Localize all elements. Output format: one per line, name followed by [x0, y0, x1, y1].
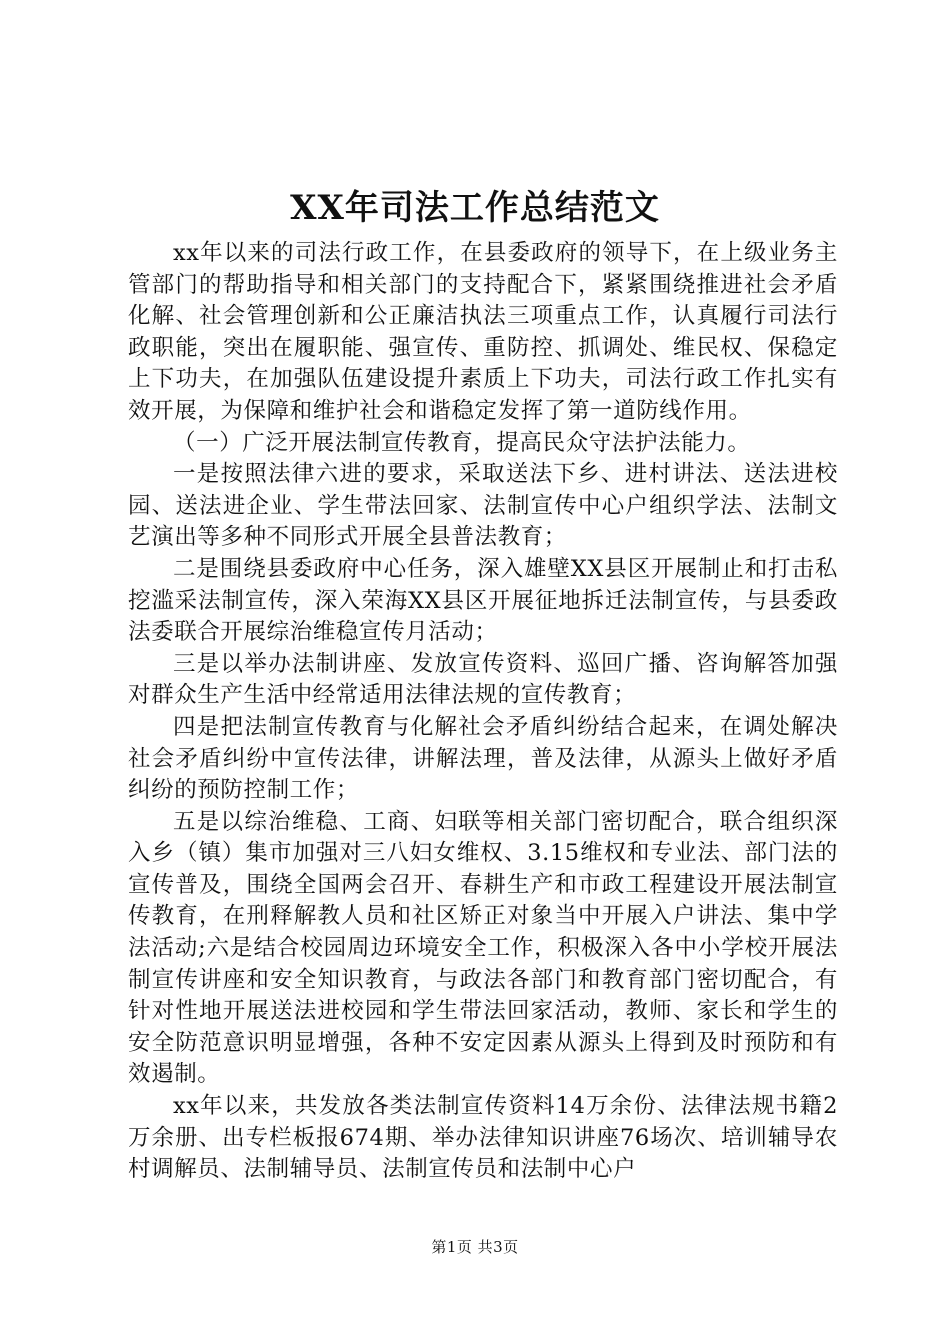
paragraph-section-heading: （一）广泛开展法制宣传教育，提高民众守法护法能力。	[173, 429, 751, 456]
paragraph-intro: xx年以来的司法行政工作，在县委政府的领导下，在上级业务主管部门的帮助指导和相关部门的支持配合下，紧紧围绕推进社会矛盾化解、社会管理创新和公正廉洁执法三项重点工作，认真履行司法行政职能，突出在履职能、强宣传、重防控、抓调处、维民权、保稳定上下功夫，在加强队伍建设提升素质上下功夫，司法行政工作扎实有效开展，为保障和维护社会和谐稳定发挥了第一道防线作用。	[128, 240, 838, 424]
document-title: XX年司法工作总结范文	[290, 188, 660, 228]
paragraph-item-5: 五是以综治维稳、工商、妇联等相关部门密切配合，联合组织深入乡（镇）集市加强对三八妇女维权、3.15维权和专业法、部门法的宣传普及，围绕全国两会召开、春耕生产和市政工程建设开展法制宣传教育，在刑释解教人员和社区矫正对象当中开展入户讲法、集中学法活动;六是结合校园周边环境安全工作，积极深入各中小学校开展法制宣传讲座和安全知识教育，与政法各部门和教育部门密切配合，有针对性地开展送法进校园和学生带法回家活动，教师、家长和学生的安全防范意识明显增强，各种不安定因素从源头上得到及时预防和有效遏制。	[128, 808, 838, 1088]
document-body	[128, 238, 838, 1186]
paragraph-item-1: 一是按照法律六进的要求，采取送法下乡、进村讲法、送法进校园、送法进企业、学生带法回家、法制宣传中心户组织学法、法制文艺演出等多种不同形式开展全县普法教育；	[128, 461, 838, 551]
paragraph-item-4: 四是把法制宣传教育与化解社会矛盾纠纷结合起来，在调处解决社会矛盾纠纷中宣传法律，讲解法理，普及法律，从源头上做好矛盾纠纷的预防控制工作；	[128, 713, 838, 804]
paragraph-item-2: 二是围绕县委政府中心任务，深入雄壁XX县区开展制止和打击私挖滥采法制宣传，深入荣海XX县区开展征地拆迁法制宣传，与县委政法委联合开展综治维稳宣传月活动；	[128, 555, 838, 646]
paragraph-summary: xx年以来，共发放各类法制宣传资料14万余份、法律法规书籍2万余册、出专栏板报674期、举办法律知识讲座76场次、培训辅导农村调解员、法制辅导员、法制宣传员和法制中心户	[128, 1093, 838, 1183]
paragraph-item-3: 三是以举办法制讲座、发放宣传资料、巡回广播、咨询解答加强对群众生产生活中经常适用法律法规的宣传教育；	[128, 650, 838, 709]
page-number-footer: 第1页 共3页	[431, 1238, 519, 1256]
